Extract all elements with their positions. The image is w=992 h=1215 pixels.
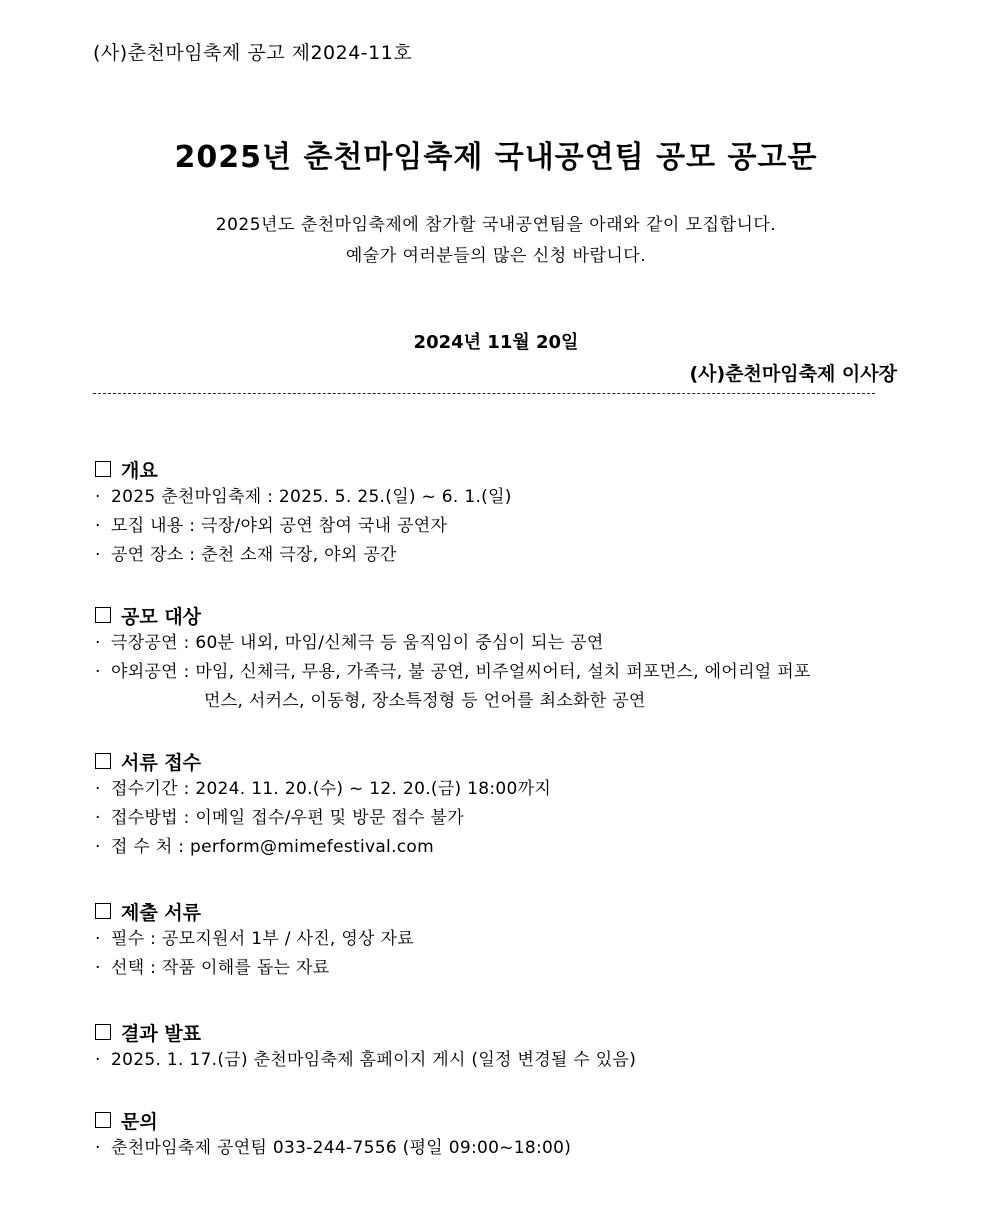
section-inquiry <box>93 1106 893 1163</box>
list-item <box>93 775 893 804</box>
section-heading <box>93 897 893 925</box>
list-item <box>93 804 893 833</box>
list-item <box>93 954 893 983</box>
section-heading-label: 결과 발표 <box>121 1022 202 1045</box>
section-overview <box>93 455 893 570</box>
intro-line-2: 예술가 여러분들의 많은 신청 바랍니다. <box>345 246 647 266</box>
bullet-dot-icon: · <box>95 929 101 949</box>
list-item-text: 야외공연 : 마임, 신체극, 무용, 가족극, 불 공연, 비주얼씨어터, 설치 퍼포먼스, 에어리얼 퍼포 <box>111 662 811 682</box>
section-heading-label: 공모 대상 <box>121 605 202 628</box>
page-title: 2025년 춘천마임축제 국내공연팀 공모 공고문 <box>174 140 818 175</box>
bullet-dot-icon: · <box>95 1138 101 1158</box>
checkbox-square-icon <box>95 903 111 919</box>
list-item <box>93 833 893 862</box>
list-item <box>93 925 893 954</box>
section-target <box>93 601 893 716</box>
section-heading <box>93 455 893 483</box>
list-item <box>93 541 893 570</box>
section-docs <box>93 897 893 983</box>
list-item-continuation: 먼스, 서커스, 이동형, 장소특정형 등 언어를 최소화한 공연 <box>204 691 646 711</box>
list-item-text: 공연 장소 : 춘천 소재 극장, 야외 공간 <box>111 545 397 565</box>
bullet-dot-icon: · <box>95 779 101 799</box>
list-item-text: 극장공연 : 60분 내외, 마임/신체극 등 움직임이 중심이 되는 공연 <box>111 633 604 653</box>
notice-number: (사)춘천마임축제 공고 제2024-11호 <box>93 42 413 64</box>
bullet-dot-icon: · <box>95 545 101 565</box>
bullet-dot-icon: · <box>95 487 101 507</box>
list-item <box>93 658 893 687</box>
list-item-text: 2025 춘천마임축제 : 2025. 5. 25.(일) ~ 6. 1.(일) <box>111 487 512 507</box>
section-heading <box>93 601 893 629</box>
bullet-dot-icon: · <box>95 808 101 828</box>
bullet-dot-icon: · <box>95 958 101 978</box>
list-item-text: 선택 : 작품 이해를 돕는 자료 <box>111 958 330 978</box>
issuer: (사)춘천마임축제 이사장 <box>689 363 897 385</box>
list-item-text: 필수 : 공모지원서 1부 / 사진, 영상 자료 <box>111 929 414 949</box>
checkbox-square-icon <box>95 607 111 623</box>
bullet-dot-icon: · <box>95 516 101 536</box>
section-heading <box>93 1018 893 1046</box>
list-item-text: 접수방법 : 이메일 접수/우편 및 방문 접수 불가 <box>111 808 464 828</box>
dashed-divider <box>93 393 875 394</box>
bullet-dot-icon: · <box>95 837 101 857</box>
bullet-dot-icon: · <box>95 662 101 682</box>
section-heading-label: 서류 접수 <box>121 751 202 774</box>
list-item-text: 2025. 1. 17.(금) 춘천마임축제 홈페이지 게시 (일정 변경될 수 있음) <box>111 1050 637 1070</box>
list-item-text: 춘천마임축제 공연팀 033-244-7556 (평일 09:00~18:00) <box>111 1138 572 1158</box>
section-heading <box>93 747 893 775</box>
list-item <box>93 1134 893 1163</box>
list-item-text: 모집 내용 : 극장/야외 공연 참여 국내 공연자 <box>111 516 448 536</box>
checkbox-square-icon <box>95 753 111 769</box>
announcement-date: 2024년 11월 20일 <box>413 332 579 353</box>
checkbox-square-icon <box>95 1024 111 1040</box>
section-result <box>93 1018 893 1075</box>
list-item <box>93 1046 893 1075</box>
section-heading-label: 개요 <box>121 459 158 482</box>
section-heading-label: 문의 <box>121 1110 158 1133</box>
list-item <box>93 629 893 658</box>
list-item-text: 접 수 처 : perform@mimefestival.com <box>111 837 434 857</box>
list-item <box>93 483 893 512</box>
checkbox-square-icon <box>95 1112 111 1128</box>
section-heading <box>93 1106 893 1134</box>
section-receipt <box>93 747 893 862</box>
section-heading-label: 제출 서류 <box>121 901 202 924</box>
list-item-text: 접수기간 : 2024. 11. 20.(수) ~ 12. 20.(금) 18:00까지 <box>111 779 552 799</box>
intro-line-1: 2025년도 춘천마임축제에 참가할 국내공연팀을 아래와 같이 모집합니다. <box>215 215 777 235</box>
checkbox-square-icon <box>95 461 111 477</box>
bullet-dot-icon: · <box>95 633 101 653</box>
list-item <box>93 512 893 541</box>
bullet-dot-icon: · <box>95 1050 101 1070</box>
